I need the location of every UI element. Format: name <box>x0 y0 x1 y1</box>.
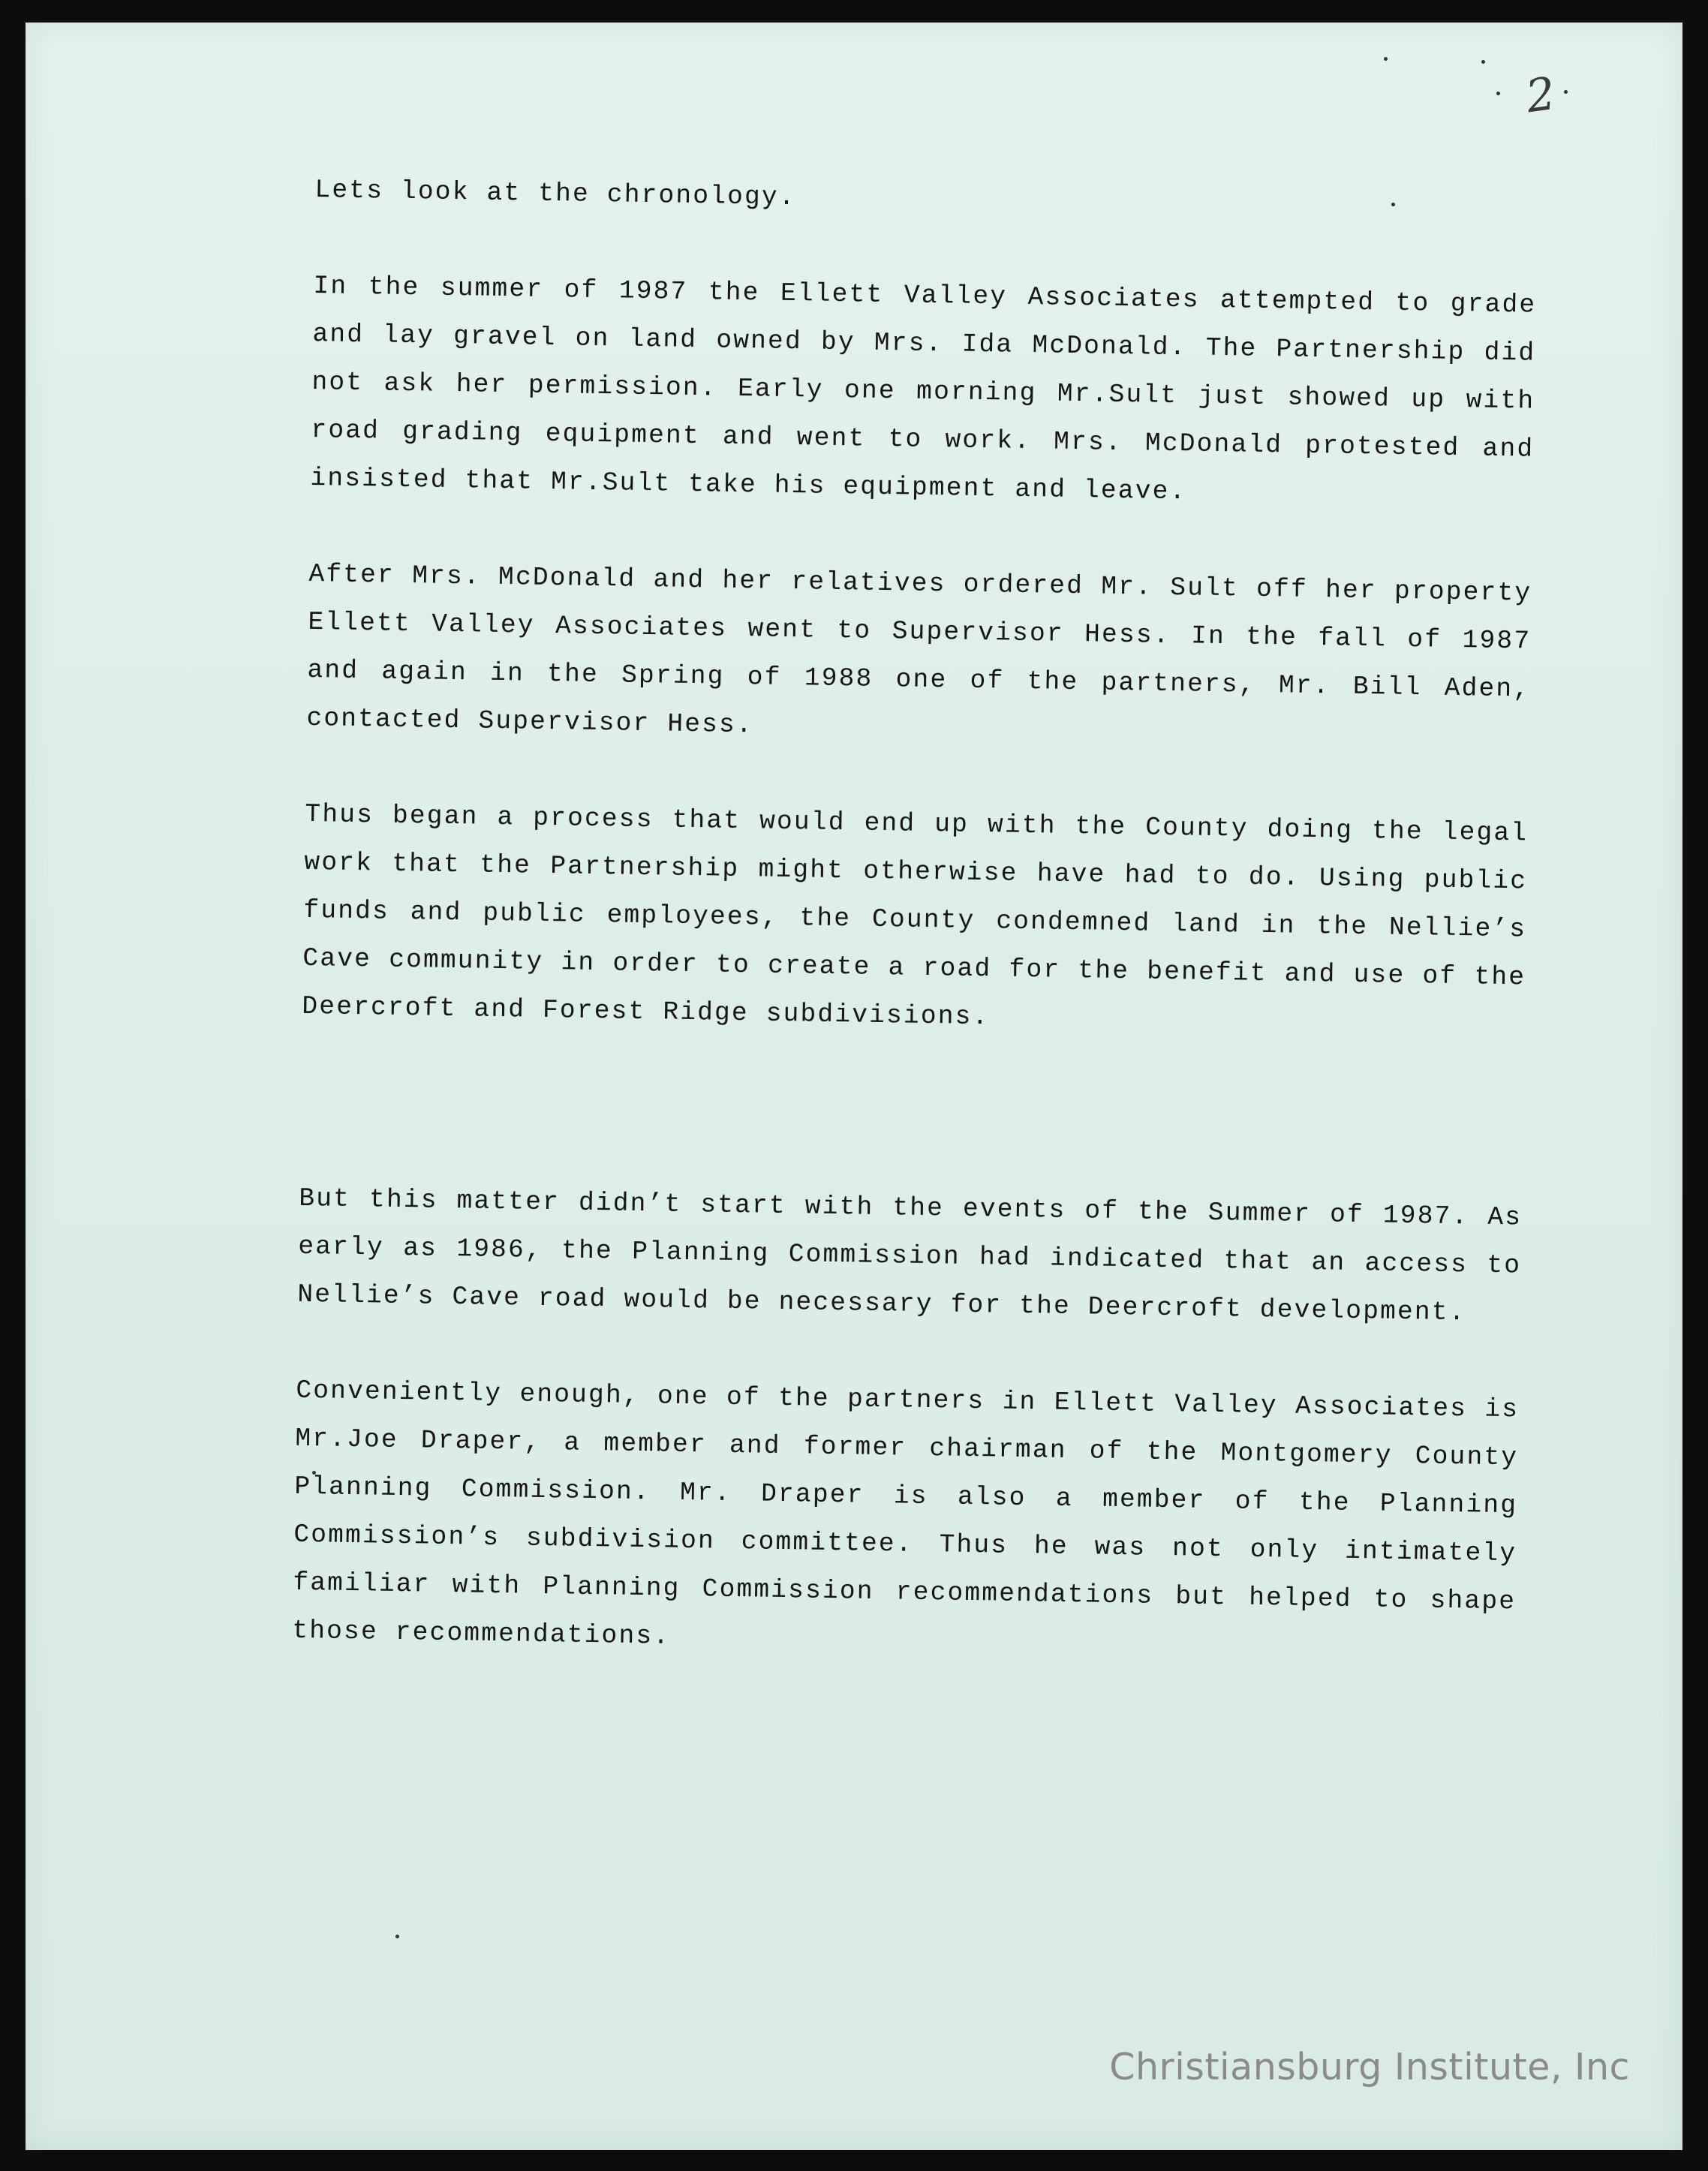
ink-speck <box>1564 90 1568 94</box>
paragraph-summer-1987: In the summer of 1987 the Ellett Valley Associates attempted to grade and lay gravel on land owned by Mrs. Ida McDonald. The Partnership did not ask her permission. Early one morning Mr.Sult just showed up with road grading equipment and went to work. Mrs. McDonald protested and insisted that Mr.Sult take his equipment and leave. <box>310 271 1537 507</box>
ink-speck <box>1496 92 1500 95</box>
paragraph-county-process: Thus began a process that would end up with the County doing the legal work that the Partnership might otherwise have had to do. Using public funds and public employees, the County condemned land in the Nellie’s Cave community in order to create a road for the benefit and use of the Deercroft and Forest Ridge subdivisions. <box>302 799 1529 1033</box>
ink-speck <box>395 1935 399 1938</box>
document-body <box>292 167 1538 1674</box>
paragraph-supervisor-hess: After Mrs. McDonald and her relatives ordered Mr. Sult off her property Ellett Valley Associates went to Supervisor Hess. In the fall of 1987 and again in the Spring of 1988 one of the partners, Mr. Bill Aden, contacted Supervisor Hess. <box>306 559 1532 741</box>
page-number: 2 <box>1523 67 1559 124</box>
ink-speck <box>1481 60 1485 64</box>
ink-speck <box>1384 57 1388 61</box>
watermark: Christiansburg Institute, Inc <box>1109 2046 1630 2088</box>
paragraph-intro: Lets look at the chronology. <box>314 175 797 213</box>
paragraph-joe-draper: Conveniently enough, one of the partners in Ellett Valley Associates is Mr.Joe Draper, a member and former chairman of the Montgomery County Planning Commission. Mr. Draper is also a member of the Planning Commission’s subdivision committee. Thus he was not only intimately familiar with Planning Commission recommendations but helped to shape those recommendations. <box>292 1376 1520 1652</box>
paragraph-planning-commission: But this matter didn’t start with the events of the Summer of 1987. As early as 1986, the Planning Commission had indicated that an access to Nellie’s Cave road would be necessary for the Deercroft development. <box>297 1183 1523 1328</box>
